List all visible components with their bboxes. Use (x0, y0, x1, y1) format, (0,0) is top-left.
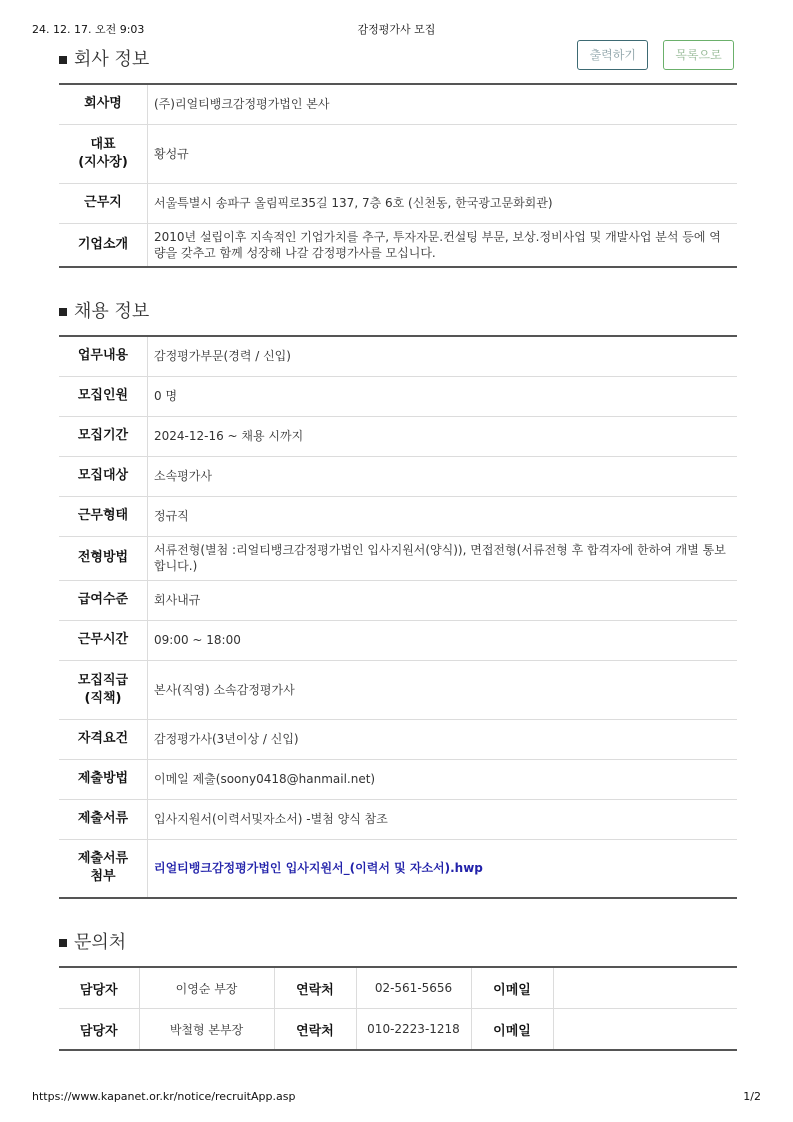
contact-heading: 문의처 (59, 928, 737, 958)
row-value: 이메일 제출(soony0418@hanmail.net) (148, 759, 738, 799)
recruit-heading: 채용 정보 (59, 297, 737, 327)
row-label: 기업소개 (59, 223, 148, 267)
table-row (59, 1009, 737, 1051)
table-row (59, 759, 737, 799)
row-value: 서울특별시 송파구 올림픽로35길 137, 7층 6호 (신천동, 한국광고문화회관) (148, 183, 738, 223)
print-title: 감정평가사 모집 (357, 23, 436, 36)
row-label: 근무형태 (59, 496, 148, 536)
row-label: 제출서류 첨부 (59, 839, 148, 898)
row-value: 정규직 (148, 496, 738, 536)
row-label: 근무시간 (59, 620, 148, 660)
row-label: 모집대상 (59, 456, 148, 496)
row-value: 본사(직영) 소속감정평가사 (148, 660, 738, 719)
company-section (59, 45, 737, 268)
row-value: 2024-12-16 ~ 채용 시까지 (148, 416, 738, 456)
person-value: 박철형 본부장 (139, 1009, 274, 1051)
table-row (59, 839, 737, 898)
square-bullet-icon (59, 56, 67, 64)
row-value: 감정평가부문(경력 / 신입) (148, 336, 738, 376)
recruit-table (59, 335, 737, 899)
row-label: 업무내용 (59, 336, 148, 376)
table-row (59, 799, 737, 839)
row-label: 제출방법 (59, 759, 148, 799)
row-label: 전형방법 (59, 536, 148, 580)
page-number: 1/2 (743, 1090, 761, 1103)
row-label: 근무지 (59, 183, 148, 223)
row-value: 서류전형(별첨 :리얼티뱅크감정평가법인 입사지원서(양식)), 면접전형(서류전형 후 합격자에 한하여 개별 통보합니다.) (148, 536, 738, 580)
row-label: 급여수준 (59, 580, 148, 620)
table-row (59, 660, 737, 719)
row-value: 회사내규 (148, 580, 738, 620)
table-row (59, 416, 737, 456)
action-buttons (568, 39, 734, 70)
table-row (59, 124, 737, 183)
row-value: 소속평가사 (148, 456, 738, 496)
table-row (59, 456, 737, 496)
contact-section (59, 928, 737, 1051)
table-row (59, 719, 737, 759)
table-row (59, 536, 737, 580)
row-value: 황성규 (148, 124, 738, 183)
row-label: 회사명 (59, 84, 148, 124)
table-row (59, 620, 737, 660)
row-value (148, 839, 738, 898)
person-label: 담당자 (59, 967, 139, 1009)
person-label: 담당자 (59, 1009, 139, 1051)
row-value: 0 명 (148, 376, 738, 416)
table-row (59, 580, 737, 620)
row-label: 대표 (지사장) (59, 124, 148, 183)
email-label: 이메일 (471, 967, 553, 1009)
table-row (59, 183, 737, 223)
row-value: 감정평가사(3년이상 / 신입) (148, 719, 738, 759)
print-footer (32, 1090, 761, 1104)
list-button[interactable]: 목록으로 (663, 40, 734, 70)
row-value: 09:00 ~ 18:00 (148, 620, 738, 660)
table-row (59, 496, 737, 536)
print-header (32, 21, 761, 35)
row-value: 입사지원서(이력서및자소서) -별첨 양식 참조 (148, 799, 738, 839)
person-value: 이영순 부장 (139, 967, 274, 1009)
square-bullet-icon (59, 308, 67, 316)
attachment-link[interactable]: 리얼티뱅크감정평가법인 입사지원서_(이력서 및 자소서).hwp (154, 861, 483, 876)
row-label: 자격요건 (59, 719, 148, 759)
phone-label: 연락처 (274, 967, 356, 1009)
phone-label: 연락처 (274, 1009, 356, 1051)
email-label: 이메일 (471, 1009, 553, 1051)
company-heading: 회사 정보 출력하기 목록으로 (59, 45, 737, 75)
table-row (59, 967, 737, 1009)
row-label: 제출서류 (59, 799, 148, 839)
table-row (59, 84, 737, 124)
print-date: 24. 12. 17. 오전 9:03 (32, 23, 145, 36)
recruit-section (59, 297, 737, 899)
table-row (59, 223, 737, 267)
row-value: 2010년 설립이후 지속적인 기업가치를 추구, 투자자문.컨설팅 부문, 보상.정비사업 및 개발사업 분석 등에 역량을 갖추고 함께 성장해 나갈 감정평가사를 모십니다. (154, 229, 721, 260)
row-value: (주)리얼티뱅크감정평가법인 본사 (148, 84, 738, 124)
company-table (59, 83, 737, 268)
table-row (59, 336, 737, 376)
table-row (59, 376, 737, 416)
phone-value: 02-561-5656 (356, 967, 471, 1009)
phone-value: 010-2223-1218 (356, 1009, 471, 1051)
print-button[interactable]: 출력하기 (577, 40, 648, 70)
contact-table (59, 966, 737, 1051)
row-label: 모집직급 (직책) (59, 660, 148, 719)
row-label: 모집기간 (59, 416, 148, 456)
email-value (553, 967, 737, 1009)
row-label: 모집인원 (59, 376, 148, 416)
email-value (553, 1009, 737, 1051)
square-bullet-icon (59, 939, 67, 947)
print-url: https://www.kapanet.or.kr/notice/recruitApp.asp (32, 1090, 296, 1103)
